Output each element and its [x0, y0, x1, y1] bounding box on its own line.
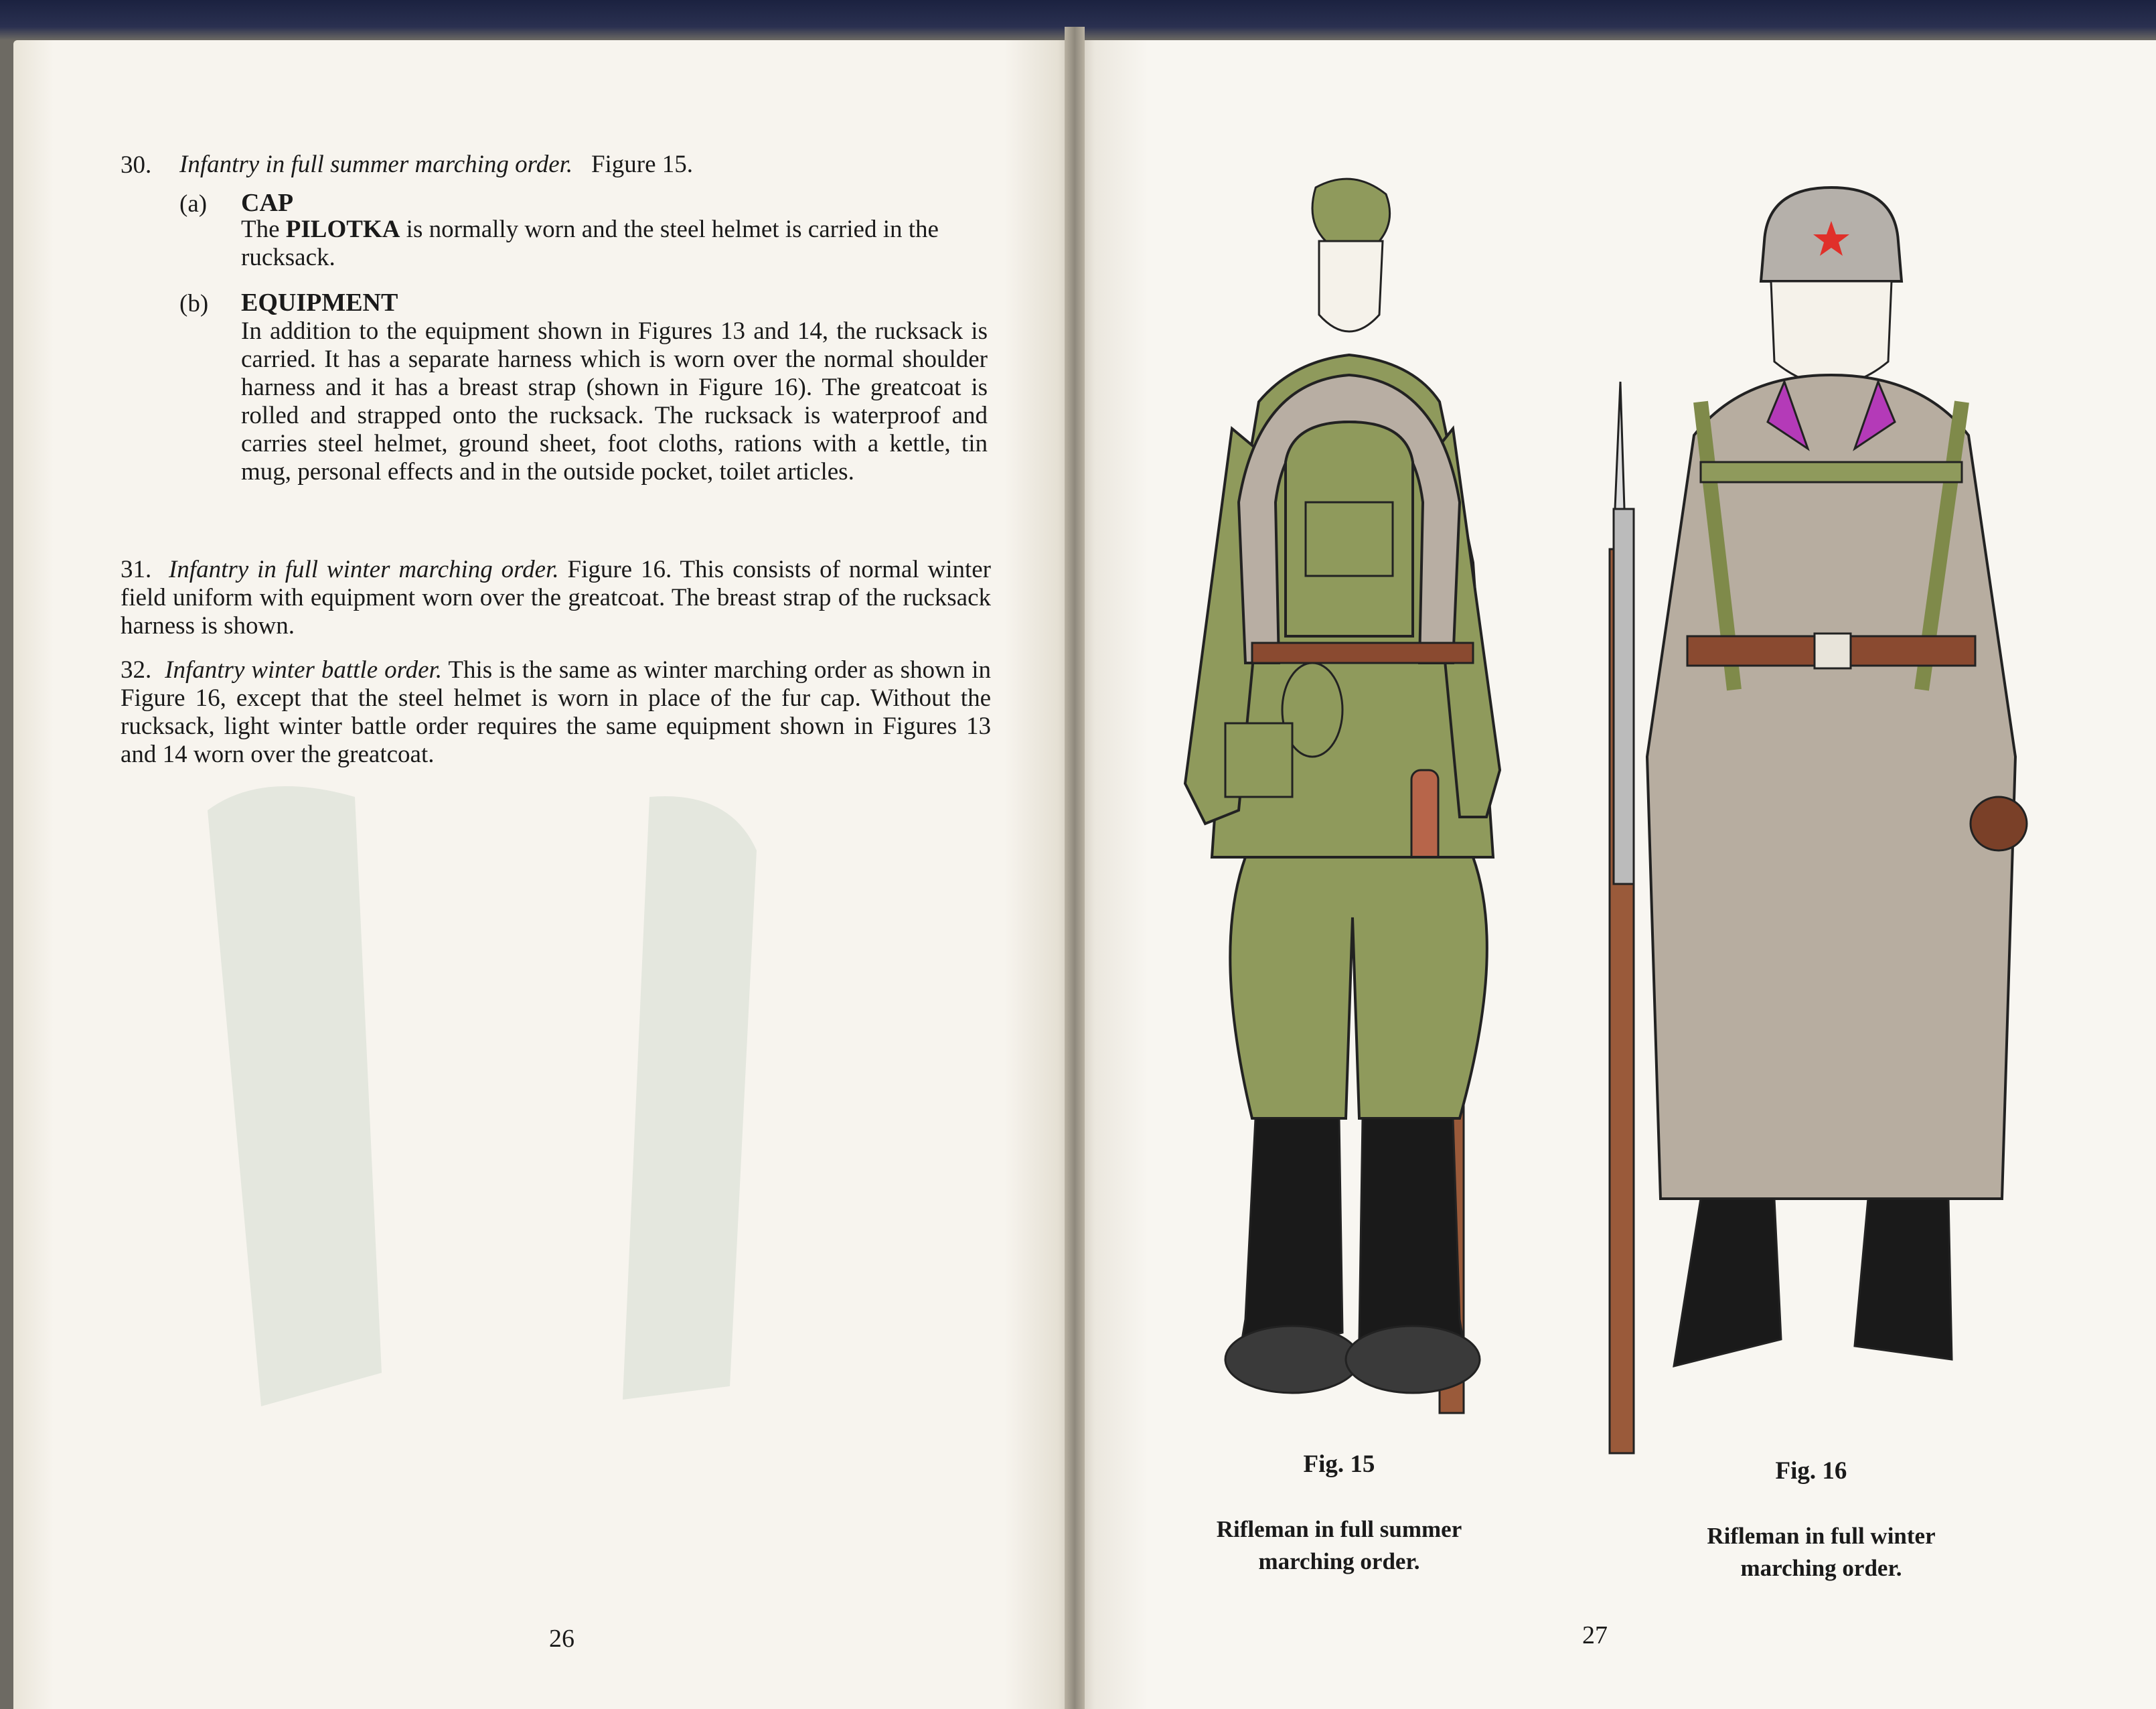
fig15-caption — [1172, 1513, 1507, 1578]
para31-title: Infantry in full winter marching order. — [168, 556, 559, 583]
fig16-caption — [1654, 1520, 1989, 1584]
para32-number: 32. — [121, 656, 152, 684]
para30a-text — [241, 216, 984, 272]
para30-number: 30. — [121, 151, 152, 179]
book-gutter — [1065, 27, 1085, 1709]
fig15-caption-line1: Rifleman in full summer — [1216, 1516, 1462, 1542]
para32-text: This is the same as winter marching order as shown in Figure 16, except that the steel helmet is worn in place of the fur cap. Without the rucksack, light winter battle order requires the same equipment shown in Figures 13 and 14 worn over the greatcoat. — [121, 656, 991, 768]
para30a-text-post: is normally worn and the steel helmet is carried in the rucksack. — [241, 216, 939, 271]
para30-title: Infantry in full summer marching order. — [179, 151, 573, 178]
para31-number: 31. — [121, 556, 152, 583]
fig16-caption-line1: Rifleman in full winter — [1707, 1523, 1936, 1549]
ghost-figures — [181, 770, 783, 1440]
para30b-text: In addition to the equipment shown in Figures 13 and 14, the rucksack is carried. It has a separate harness which is worn over the normal shoulder harness and it has a breast strap (shown in Figure 16). The greatcoat is rolled and strapped onto the rucksack. The rucksack is waterproof and carries steel helmet, ground sheet, foot cloths, rations with a kettle, tin mug, personal effects and in the outside pocket, toilet articles. — [241, 317, 988, 486]
para32-title: Infantry winter battle order. — [165, 656, 443, 684]
para31-text: Figure 16. This consists of normal winter field uniform with equipment worn over the greatcoat. The breast strap of the rucksack harness is shown. — [121, 556, 991, 640]
para30a-text-pre: The — [241, 216, 286, 243]
para32 — [121, 656, 991, 769]
show-through-ghost — [181, 770, 783, 1440]
fig15-label: Fig. 15 — [1303, 1451, 1375, 1478]
para30-heading-line — [179, 151, 983, 179]
para30b-heading: EQUIPMENT — [241, 289, 398, 317]
para30a-heading: CAP — [241, 189, 294, 217]
fig15-illustration — [1158, 181, 1533, 1440]
pilotka-term: PILOTKA — [285, 216, 400, 243]
para31 — [121, 556, 991, 640]
fig16-label: Fig. 16 — [1775, 1457, 1847, 1485]
fig16-caption-line2: marching order. — [1740, 1555, 1902, 1581]
page-number-right: 27 — [1582, 1621, 1608, 1649]
para30a-marker: (a) — [179, 190, 208, 218]
para30b-marker: (b) — [179, 290, 209, 317]
para30-figure-ref: Figure 15. — [591, 151, 694, 178]
fig16-illustration — [1600, 181, 2015, 1386]
page-number-left: 26 — [549, 1625, 574, 1653]
fig15-caption-line2: marching order. — [1258, 1548, 1420, 1574]
